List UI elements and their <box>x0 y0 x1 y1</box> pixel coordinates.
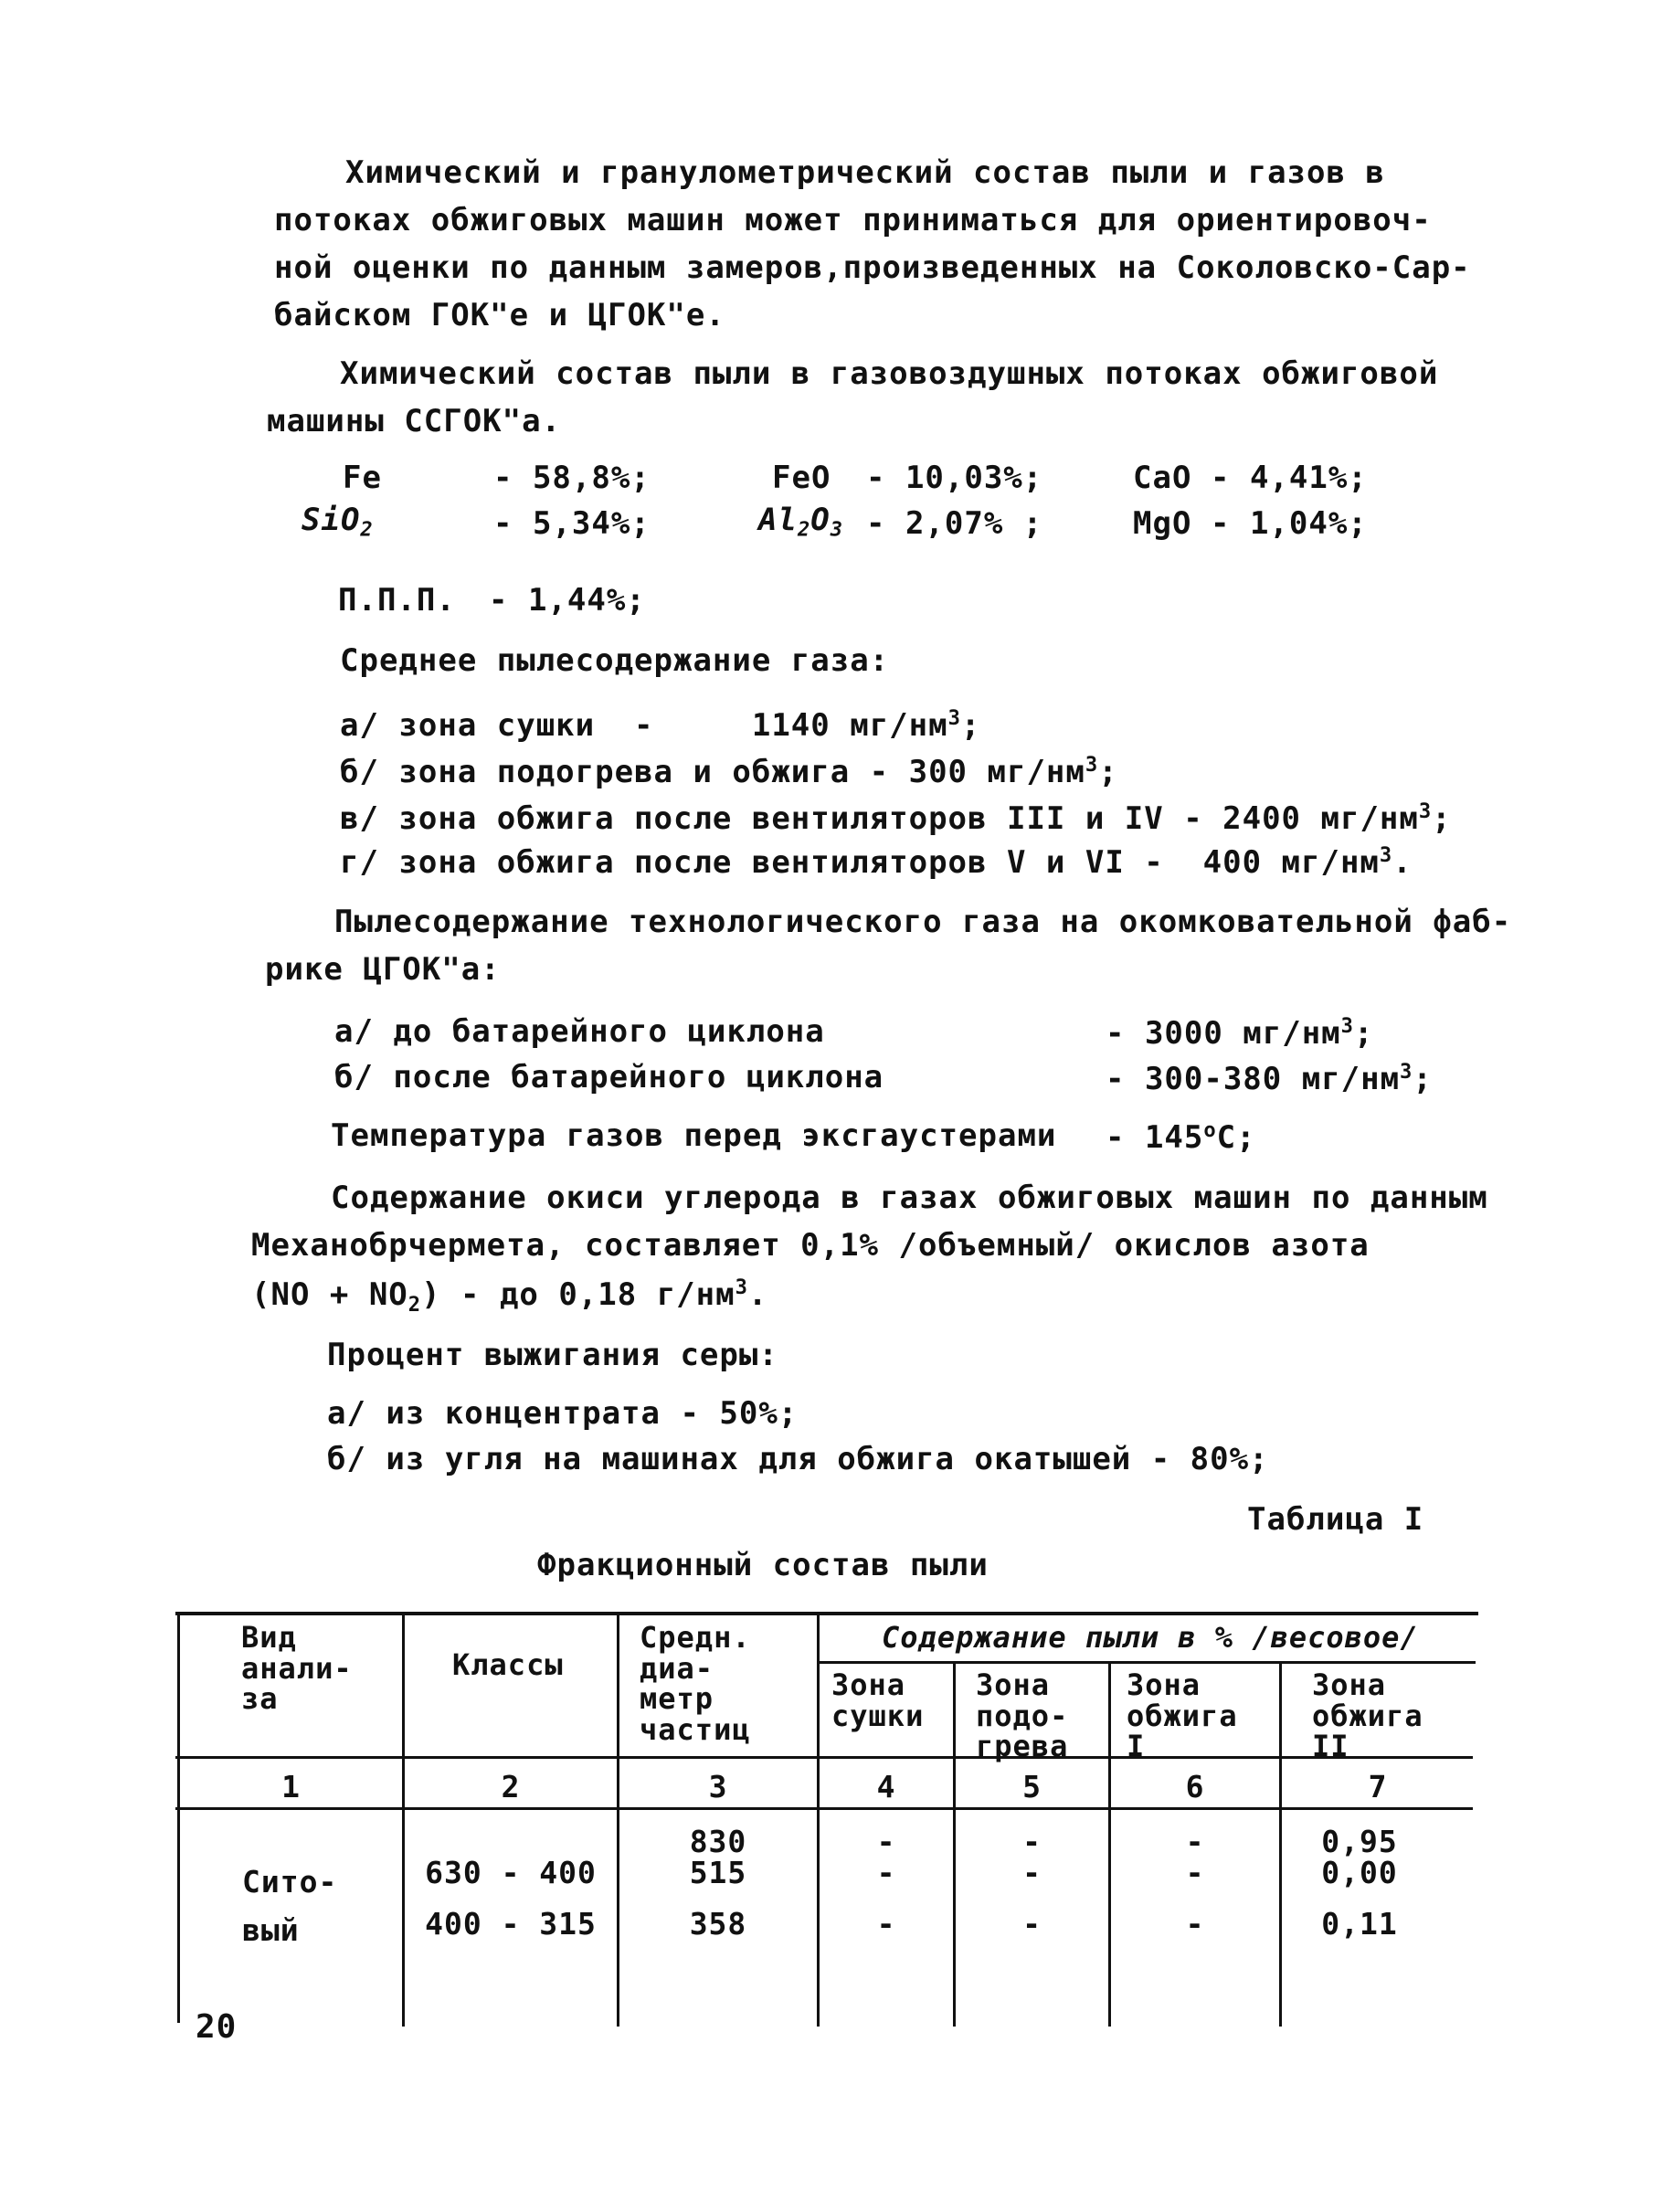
col-head-group: Содержание пыли в % /весовое/ <box>882 1620 1419 1655</box>
table-numbers-rule <box>175 1807 1473 1810</box>
row1-drying: - <box>876 1824 896 1859</box>
chem-mgo-value: - 1,04%; <box>1211 505 1368 542</box>
chem-fe-name: Fe <box>343 460 382 496</box>
col-number-5: 5 <box>1022 1769 1042 1805</box>
chem-ppp-name: П.П.П. <box>338 582 456 619</box>
row2-diameter: 515 <box>689 1855 747 1890</box>
col-number-4: 4 <box>876 1769 896 1805</box>
dust-item-d: г/ зона обжига после вентиляторов V и VI - 400 $мг/нм^3$. <box>340 843 1413 882</box>
chem-feo-value: - 10,03%; <box>866 460 1043 496</box>
sulfur-heading: Процент выжигания серы: <box>327 1337 778 1373</box>
row1-firing-1: - <box>1185 1824 1205 1859</box>
table-title: Фракционный состав пыли <box>537 1547 989 1583</box>
row3-firing-1: - <box>1185 1906 1205 1942</box>
chem-cao-name: CaO <box>1133 460 1192 496</box>
chem-feo-name: FeO <box>772 460 831 496</box>
intro-line-1: Химический и гранулометрический состав пыли и газов в <box>345 154 1385 191</box>
table-top-rule <box>175 1612 1478 1615</box>
col-number-1: 1 <box>281 1769 301 1805</box>
sulfur-item-b: б/ из угля на машинах для обжига окатышей - 80%; <box>327 1441 1269 1477</box>
chem-heading-2: машины ССГОК"а. <box>267 403 562 439</box>
row2-classes: 630 - 400 <box>425 1855 597 1890</box>
row1-diameter: 830 <box>689 1824 747 1859</box>
table-vline-3 <box>617 1614 619 2027</box>
col-number-6: 6 <box>1185 1769 1205 1805</box>
row2-preheat: - <box>1022 1855 1042 1890</box>
chem-sio2-value: - 5,34%; <box>493 505 651 542</box>
chem-cao-value: - 4,41%; <box>1211 460 1368 496</box>
col-head-preheat: Зона подо- грева <box>976 1667 1069 1764</box>
tech-item-a-value: - 3000 $мг/нм^3$; <box>1106 1014 1374 1053</box>
table-vline-4 <box>817 1614 820 2027</box>
tech-item-b-value: - 300-380 $мг/нм^3$; <box>1106 1060 1433 1098</box>
col-head-diameter: Средн. диа- метр частиц <box>640 1620 751 1747</box>
row2-firing-2: 0,00 <box>1321 1855 1398 1890</box>
col-head-firing-1: Зона обжига I <box>1127 1667 1238 1764</box>
chem-al2o3-name: $Al_2O_3$ <box>758 502 844 542</box>
row2-firing-1: - <box>1185 1855 1205 1890</box>
table-label: Таблица I <box>1247 1501 1424 1538</box>
dust-item-a: а/ зона сушки - 1140 $мг/нм^3$; <box>340 706 981 745</box>
co-line-2: Механобрчермета, составляет 0,1% /объемный/ окислов азота <box>251 1227 1370 1264</box>
chem-heading-1: Химический состав пыли в газовоздушных потоках обжиговой <box>340 355 1439 392</box>
row3-preheat: - <box>1022 1906 1042 1942</box>
chem-sio2-name: SiO$_2$ <box>302 502 374 542</box>
row3-diameter: 358 <box>689 1906 747 1942</box>
table-left-border <box>177 1612 180 2023</box>
chem-fe-value: - 58,8%; <box>493 460 651 496</box>
sulfur-item-a: а/ из концентрата - 50%; <box>327 1395 799 1432</box>
tech-heading-1: Пылесодержание технологического газа на окомковательной фаб- <box>334 904 1512 940</box>
tech-temp-value: - 145$^o$C; <box>1106 1118 1256 1157</box>
tech-heading-2: рике ЦГОК"а: <box>265 951 501 988</box>
dust-item-c: в/ зона обжига после вентиляторов III и IV - 2400 $мг/нм^3$; <box>340 799 1452 838</box>
table-header-rule <box>175 1756 1473 1759</box>
tech-item-a-label: а/ до батарейного циклона <box>334 1013 825 1050</box>
row3-drying: - <box>876 1906 896 1942</box>
co-line-1: Содержание окиси углерода в газах обжиговых машин по данным <box>331 1180 1488 1216</box>
intro-line-3: ной оценки по данным замеров,произведенных на Соколовско-Сар- <box>274 249 1471 286</box>
intro-line-2: потоках обжиговых машин может приниматься для ориентировоч- <box>274 202 1432 238</box>
table-group-rule <box>818 1661 1476 1664</box>
chem-al2o3-value: - 2,07% ; <box>866 505 1043 542</box>
tech-item-b-label: б/ после батарейного циклона <box>334 1059 884 1095</box>
col-number-2: 2 <box>501 1769 521 1805</box>
col-head-classes: Классы <box>452 1647 564 1682</box>
col-head-drying: Зона сушки <box>831 1667 925 1733</box>
tech-temp-label: Температура газов перед эксгаустерами <box>331 1117 1057 1154</box>
col-head-firing-2: Зона обжига II <box>1312 1667 1423 1764</box>
row2-drying: - <box>876 1855 896 1890</box>
row1-firing-2: 0,95 <box>1321 1824 1398 1859</box>
col-number-3: 3 <box>708 1769 728 1805</box>
row1-preheat: - <box>1022 1824 1042 1859</box>
row3-firing-2: 0,11 <box>1321 1906 1398 1942</box>
intro-line-4: байском ГОК"е и ЦГОК"е. <box>274 297 725 333</box>
chem-mgo-name: MgO <box>1133 505 1192 542</box>
col-number-7: 7 <box>1368 1769 1388 1805</box>
table-vline-2 <box>402 1614 405 2027</box>
dust-item-b: б/ зона подогрева и обжига - 300 $мг/нм^3$; <box>340 753 1118 791</box>
row3-classes: 400 - 315 <box>425 1906 597 1942</box>
col-head-analysis: Вид анали- за <box>241 1620 353 1717</box>
dust-heading: Среднее пылесодержание газа: <box>340 642 890 679</box>
chem-ppp-value: - 1,44%; <box>489 582 646 619</box>
page-number: 20 <box>196 2008 238 2046</box>
co-line-3: $(NO + NO_2)$ - до 0,18 $г/нм^3$. <box>251 1275 768 1317</box>
row-label-sieve: Сито- вый <box>242 1864 338 1948</box>
